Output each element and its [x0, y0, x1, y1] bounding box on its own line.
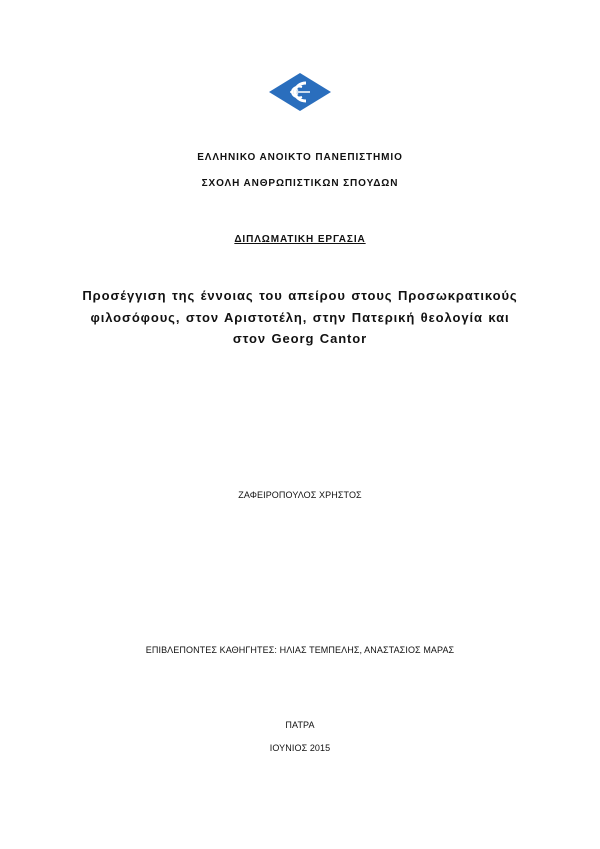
author-name: ΖΑΦΕΙΡΟΠΟΥΛΟΣ ΧΡΗΣΤΟΣ: [238, 490, 362, 500]
school-name: ΣΧΟΛΗ ΑΝΘΡΩΠΙΣΤΙΚΩΝ ΣΠΟΥΔΩΝ: [201, 178, 399, 189]
supervisors: ΕΠΙΒΛΕΠΟΝΤΕΣ ΚΑΘΗΓΗΤΕΣ: ΗΛΙΑΣ ΤΕΜΠΕΛΗΣ, ΑΝΑΣΤΑΣΙΟΣ ΜΑΡΑΣ: [145, 645, 455, 655]
thesis-title-line: Προσέγγιση της έννοιας του απείρου στους Προσωκρατικούς: [82, 288, 518, 303]
university-name: ΕΛΛΗΝΙΚΟ ΑΝΟΙΚΤΟ ΠΑΝΕΠΙΣΤΗΜΙΟ: [197, 152, 403, 163]
university-logo-icon: [268, 72, 332, 112]
thesis-title-line: στον Georg Cantor: [232, 331, 368, 346]
date: ΙΟΥΝΙΟΣ 2015: [269, 743, 331, 753]
document-type: ΔΙΠΛΩΜΑΤΙΚΗ ΕΡΓΑΣΙΑ: [234, 234, 366, 245]
city: ΠΑΤΡΑ: [285, 720, 315, 730]
thesis-title-line: φιλοσόφους, στον Αριστοτέλη, στην Πατερική θεολογία και: [90, 310, 510, 325]
